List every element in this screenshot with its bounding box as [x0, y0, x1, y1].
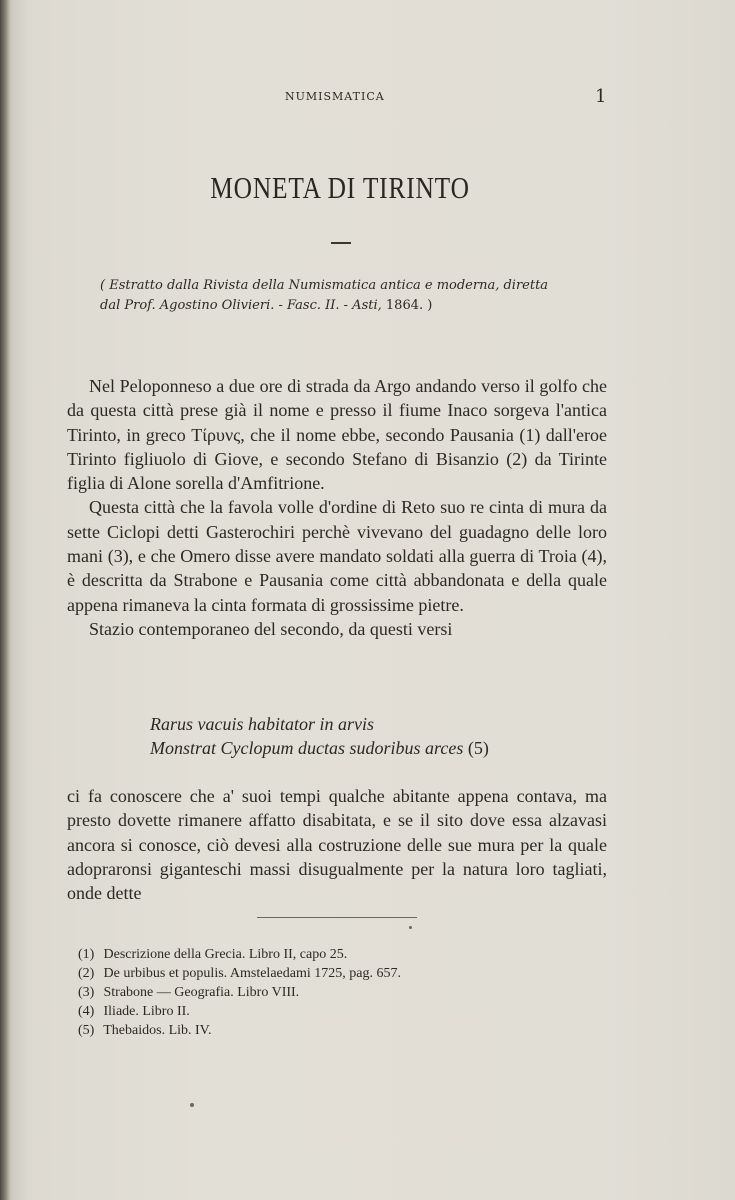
verse-note-ref: (5)	[467, 738, 489, 758]
footnote-item	[78, 1002, 578, 1021]
footnote-text: Strabone — Geografia. Libro VIII.	[103, 985, 300, 1000]
page-title: MONETA DI TIRINTO	[210, 170, 470, 205]
body-section-1	[67, 374, 607, 641]
footnote-number: (2)	[78, 966, 95, 981]
source-note	[100, 276, 600, 316]
paragraph-3: Stazio contemporaneo del secondo, da questi versi	[89, 618, 453, 639]
footnote-text: Iliade. Libro II.	[103, 1004, 190, 1019]
page-number: 1	[595, 86, 607, 107]
binding-edge	[0, 0, 10, 1200]
verse-line-1: Rarus vacuis habitator in arvis	[150, 714, 374, 734]
footnote-rule	[257, 917, 417, 918]
footnote-text: Descrizione della Grecia. Libro II, capo 25.	[103, 947, 348, 962]
footnote-item	[78, 964, 578, 983]
footnote-item	[78, 983, 578, 1002]
paper-speck	[409, 926, 412, 929]
footnote-number: (5)	[78, 1023, 95, 1038]
paragraph-2: Questa città che la favola volle d'ordine di Reto suo re cinta di mura da sette Ciclopi detti Gasterochiri perchè vivevano del guadagno delle loro mani (3), e che Omero disse avere mandato soldati alla guerra di Troia (4), è descritta da Strabone e Pausania come città abbandonata e della quale appena rimaneva la cinta formata di grossissime pietre.	[67, 497, 607, 615]
footnote-text: Thebaidos. Lib. IV.	[103, 1023, 212, 1038]
running-head: NUMISMATICA	[285, 90, 385, 103]
body-section-2	[67, 784, 607, 905]
paper-speck	[190, 1103, 194, 1107]
source-note-line2	[100, 296, 600, 316]
footnote-item	[78, 1021, 578, 1040]
footnote-number: (1)	[78, 947, 95, 962]
footnote-item	[78, 945, 578, 964]
footnotes	[78, 945, 578, 1040]
verse-quote	[150, 712, 600, 760]
footnote-number: (3)	[78, 985, 95, 1000]
paragraph-1: Nel Peloponneso a due ore di strada da Argo andando verso il golfo che da questa città prese già il nome e presso il fiume Inaco sorgeva l'antica Tirinto, in greco Τίρυνς, che il nome ebbe, secondo Pausania (1) dall'eroe Tirinto figliuolo di Giove, e secondo Stefano di Bisanzio (2) da Tirinte figlia di Alone sorella d'Amfitrione.	[67, 376, 607, 494]
footnote-text: De urbibus et populis. Amstelaedami 1725, pag. 657.	[103, 966, 401, 981]
paragraph-continuation: ci fa conoscere che a' suoi tempi qualche abitante appena contava, ma presto dovette rimanere affatto disabitata, e se il sito dove essa alzavasi ancora si conosce, ciò devesi alla costruzione delle sue mura per la quale adopraronsi giganteschi massi disugualmente per la natura loro tagliati, onde dette	[67, 786, 607, 904]
verse-line-2	[150, 736, 600, 760]
verse-line-2-text: Monstrat Cyclopum ductas sudoribus arces	[150, 738, 464, 758]
source-note-line2-text: dal Prof. Agostino Olivieri. - Fasc. II. - Asti,	[100, 298, 382, 313]
source-note-line1: ( Estratto dalla Rivista della Numismatica antica e moderna, diretta	[100, 278, 549, 293]
footnote-number: (4)	[78, 1004, 95, 1019]
title-rule	[331, 242, 351, 244]
source-note-year: 1864. )	[385, 298, 433, 313]
